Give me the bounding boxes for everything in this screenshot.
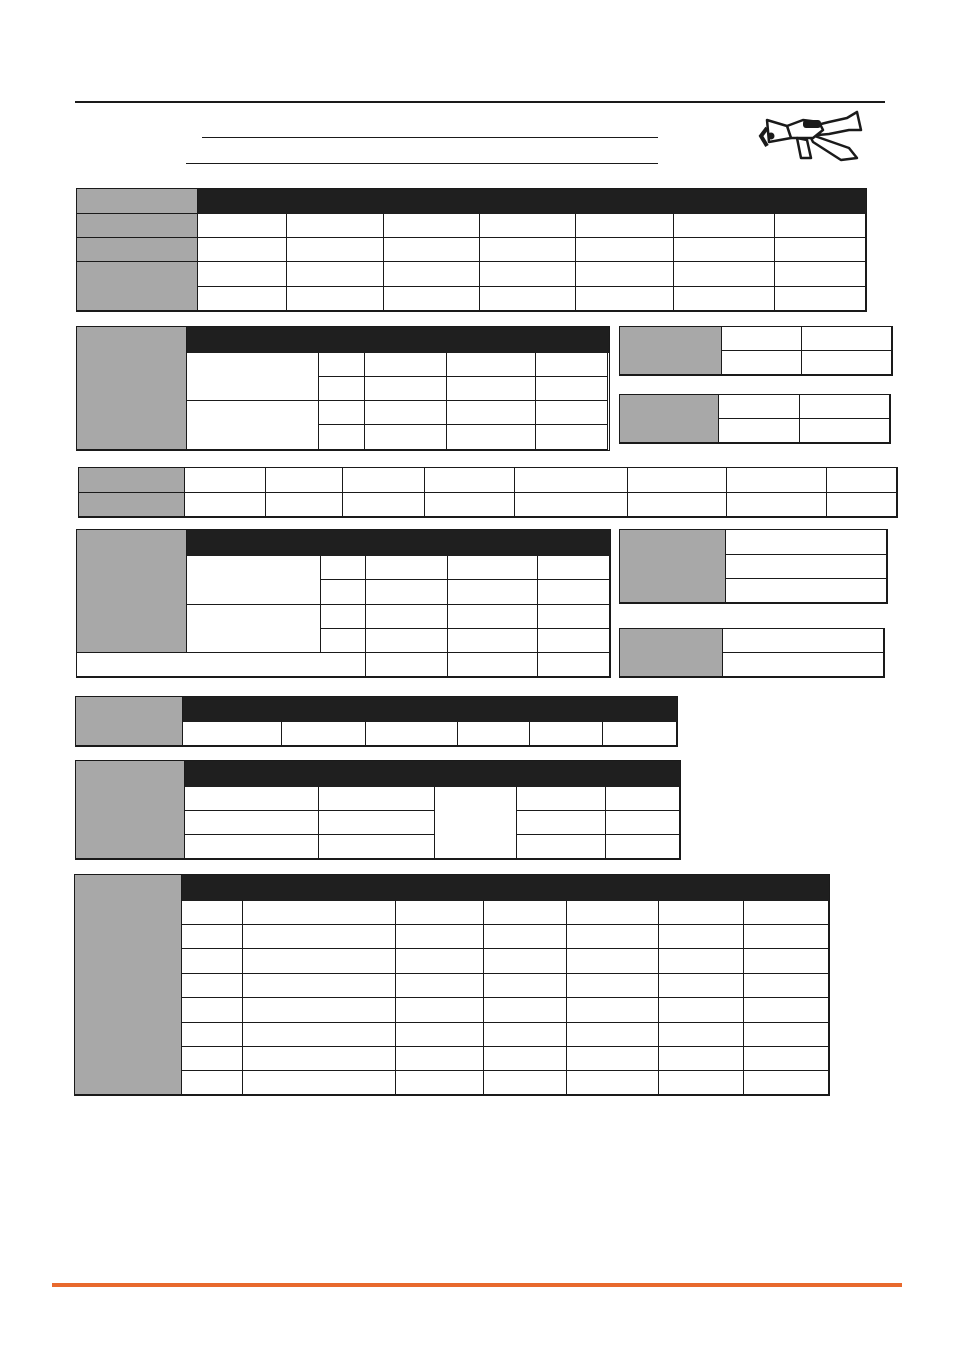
input-cell[interactable]: [384, 287, 480, 311]
row-group-label: [187, 605, 321, 653]
input-cell[interactable]: [480, 214, 576, 238]
input-cell[interactable]: [182, 1047, 243, 1071]
input-cell[interactable]: [287, 262, 384, 287]
table-label: [77, 530, 187, 653]
mixing-table: [75, 760, 681, 860]
input-cell[interactable]: [321, 580, 366, 605]
side-box-1: [619, 326, 893, 376]
input-cell[interactable]: [659, 998, 744, 1023]
input-cell[interactable]: [827, 493, 897, 517]
flight-modes-table: [74, 874, 830, 1096]
input-cell[interactable]: [447, 425, 536, 450]
input-cell[interactable]: [365, 401, 447, 425]
input-cell[interactable]: [185, 493, 266, 517]
input-cell[interactable]: [606, 787, 680, 811]
input-cell[interactable]: [744, 901, 829, 925]
input-cell[interactable]: [567, 1023, 659, 1047]
input-cell[interactable]: [659, 925, 744, 949]
input-cell[interactable]: [366, 580, 448, 605]
mid-strip-table: [78, 467, 898, 518]
input-cell[interactable]: [182, 1071, 243, 1095]
input-cell[interactable]: [448, 556, 538, 580]
input-cell[interactable]: [723, 629, 884, 653]
input-cell[interactable]: [448, 605, 538, 629]
input-cell[interactable]: [198, 214, 287, 238]
input-cell[interactable]: [321, 605, 366, 629]
input-cell[interactable]: [827, 468, 897, 493]
input-cell[interactable]: [726, 555, 887, 579]
input-cell[interactable]: [396, 925, 484, 949]
airplane-icon: [757, 108, 865, 168]
input-cell[interactable]: [266, 493, 343, 517]
side-box-3: [619, 529, 888, 604]
input-cell[interactable]: [628, 468, 727, 493]
input-cell[interactable]: [366, 722, 458, 746]
input-cell[interactable]: [480, 287, 576, 311]
table-label: [75, 875, 182, 1095]
input-cell[interactable]: [287, 238, 384, 262]
input-cell[interactable]: [576, 214, 674, 238]
input-cell[interactable]: [182, 974, 243, 998]
input-cell[interactable]: [723, 653, 884, 677]
input-cell[interactable]: [744, 1071, 829, 1095]
input-cell[interactable]: [396, 901, 484, 925]
input-cell[interactable]: [515, 493, 628, 517]
input-cell[interactable]: [538, 629, 610, 653]
input-cell[interactable]: [185, 835, 319, 859]
input-cell[interactable]: [448, 580, 538, 605]
input-cell[interactable]: [447, 353, 536, 377]
table-label: [76, 697, 183, 746]
input-cell[interactable]: [319, 811, 435, 835]
input-cell[interactable]: [447, 401, 536, 425]
side-box-2: [619, 394, 891, 444]
input-cell[interactable]: [185, 468, 266, 493]
input-cell[interactable]: [182, 925, 243, 949]
input-cell[interactable]: [606, 811, 680, 835]
input-cell[interactable]: [185, 787, 319, 811]
input-cell[interactable]: [567, 1047, 659, 1071]
input-cell[interactable]: [366, 653, 448, 677]
input-cell[interactable]: [727, 468, 827, 493]
input-cell[interactable]: [343, 468, 425, 493]
input-cell[interactable]: [536, 353, 608, 377]
input-cell[interactable]: [384, 262, 480, 287]
row-label: [77, 262, 198, 311]
input-cell[interactable]: [243, 949, 396, 974]
input-cell[interactable]: [606, 835, 680, 859]
input-cell[interactable]: [448, 629, 538, 653]
input-cell[interactable]: [538, 580, 610, 605]
input-cell[interactable]: [319, 401, 365, 425]
input-cell[interactable]: [321, 629, 366, 653]
row-group-label: [187, 401, 319, 450]
input-cell[interactable]: [517, 787, 606, 811]
input-cell[interactable]: [319, 835, 435, 859]
input-cell[interactable]: [567, 1071, 659, 1095]
input-cell[interactable]: [659, 1071, 744, 1095]
input-cell[interactable]: [319, 353, 365, 377]
input-cell[interactable]: [659, 949, 744, 974]
input-cell[interactable]: [744, 949, 829, 974]
input-cell[interactable]: [396, 1023, 484, 1047]
box-label: [620, 629, 723, 677]
input-cell[interactable]: [198, 287, 287, 311]
input-cell[interactable]: [800, 395, 890, 419]
input-cell[interactable]: [243, 925, 396, 949]
input-cell[interactable]: [365, 377, 447, 401]
input-cell[interactable]: [243, 901, 396, 925]
input-cell[interactable]: [802, 351, 892, 375]
input-cell[interactable]: [538, 653, 610, 677]
input-cell[interactable]: [366, 556, 448, 580]
input-cell[interactable]: [396, 949, 484, 974]
input-cell[interactable]: [365, 353, 447, 377]
input-cell[interactable]: [447, 377, 536, 401]
input-cell[interactable]: [576, 287, 674, 311]
row-group-label: [187, 556, 321, 605]
input-cell[interactable]: [536, 377, 608, 401]
box-label: [620, 395, 719, 443]
input-cell[interactable]: [484, 1071, 567, 1095]
input-cell[interactable]: [287, 214, 384, 238]
input-cell[interactable]: [480, 262, 576, 287]
table-header: [198, 189, 866, 214]
input-cell[interactable]: [567, 974, 659, 998]
input-cell[interactable]: [396, 974, 484, 998]
input-cell[interactable]: [674, 287, 775, 311]
single-row-table: [75, 696, 678, 747]
input-cell[interactable]: [425, 468, 515, 493]
input-cell[interactable]: [536, 401, 608, 425]
input-cell[interactable]: [719, 395, 800, 419]
input-cell[interactable]: [659, 901, 744, 925]
table-label: [76, 761, 185, 859]
box-label: [620, 327, 722, 375]
input-cell[interactable]: [243, 974, 396, 998]
input-cell[interactable]: [567, 949, 659, 974]
input-cell[interactable]: [425, 493, 515, 517]
input-cell[interactable]: [458, 722, 530, 746]
input-cell[interactable]: [396, 998, 484, 1023]
input-cell[interactable]: [775, 287, 866, 311]
input-cell[interactable]: [538, 605, 610, 629]
input-cell[interactable]: [674, 238, 775, 262]
input-cell[interactable]: [319, 377, 365, 401]
expo-table: [76, 529, 611, 678]
input-cell[interactable]: [536, 425, 608, 450]
input-cell[interactable]: [319, 787, 435, 811]
input-cell[interactable]: [484, 1047, 567, 1071]
input-cell[interactable]: [567, 925, 659, 949]
input-cell[interactable]: [744, 1023, 829, 1047]
input-cell[interactable]: [182, 998, 243, 1023]
input-cell[interactable]: [448, 653, 538, 677]
side-box-4: [619, 628, 885, 678]
input-cell[interactable]: [480, 238, 576, 262]
input-cell[interactable]: [775, 238, 866, 262]
input-cell[interactable]: [576, 262, 674, 287]
input-cell[interactable]: [282, 722, 366, 746]
summary-label: [77, 653, 366, 677]
input-cell[interactable]: [243, 998, 396, 1023]
input-cell[interactable]: [722, 327, 802, 351]
input-cell[interactable]: [659, 1023, 744, 1047]
input-cell[interactable]: [366, 605, 448, 629]
input-cell[interactable]: [243, 1071, 396, 1095]
input-cell[interactable]: [576, 238, 674, 262]
input-cell[interactable]: [659, 1047, 744, 1071]
input-cell[interactable]: [484, 925, 567, 949]
input-cell[interactable]: [674, 262, 775, 287]
input-cell[interactable]: [567, 998, 659, 1023]
input-cell[interactable]: [744, 998, 829, 1023]
input-cell[interactable]: [727, 493, 827, 517]
header-rule: [75, 101, 885, 103]
table-header: [187, 327, 609, 353]
input-cell[interactable]: [484, 1023, 567, 1047]
input-cell[interactable]: [365, 425, 447, 450]
table-header: [183, 697, 677, 722]
row-label: [79, 468, 185, 493]
input-cell[interactable]: [266, 468, 343, 493]
input-cell[interactable]: [287, 287, 384, 311]
table-header: [187, 530, 610, 556]
row-label: [77, 238, 198, 262]
input-cell[interactable]: [183, 722, 282, 746]
input-cell[interactable]: [484, 998, 567, 1023]
notes-line: [186, 163, 658, 164]
row-group-label: [187, 353, 319, 401]
input-cell[interactable]: [198, 262, 287, 287]
input-cell[interactable]: [726, 579, 887, 603]
input-cell[interactable]: [517, 835, 606, 859]
input-cell[interactable]: [484, 949, 567, 974]
merged-center-cell: [435, 787, 517, 859]
input-cell[interactable]: [722, 351, 802, 375]
footer-rule: [52, 1283, 902, 1287]
input-cell[interactable]: [198, 238, 287, 262]
input-cell[interactable]: [726, 530, 887, 555]
input-cell[interactable]: [538, 556, 610, 580]
input-cell[interactable]: [802, 327, 892, 351]
channel-setup-table: [76, 188, 867, 312]
input-cell[interactable]: [515, 468, 628, 493]
input-cell[interactable]: [343, 493, 425, 517]
input-cell[interactable]: [744, 925, 829, 949]
box-label: [620, 530, 726, 603]
dual-rates-table: [76, 326, 610, 451]
table-label: [77, 327, 187, 450]
input-cell[interactable]: [603, 722, 677, 746]
input-cell[interactable]: [243, 1023, 396, 1047]
input-cell[interactable]: [674, 214, 775, 238]
input-cell[interactable]: [775, 262, 866, 287]
input-cell[interactable]: [484, 901, 567, 925]
table-header: [182, 875, 829, 901]
input-cell[interactable]: [517, 811, 606, 835]
input-cell[interactable]: [775, 214, 866, 238]
table-label: [77, 189, 198, 214]
input-cell[interactable]: [182, 949, 243, 974]
row-label: [77, 214, 198, 238]
input-cell[interactable]: [396, 1071, 484, 1095]
input-cell[interactable]: [628, 493, 727, 517]
input-cell[interactable]: [484, 974, 567, 998]
input-cell[interactable]: [396, 1047, 484, 1071]
input-cell[interactable]: [530, 722, 603, 746]
input-cell[interactable]: [744, 974, 829, 998]
input-cell[interactable]: [243, 1047, 396, 1071]
input-cell[interactable]: [366, 629, 448, 653]
input-cell[interactable]: [321, 556, 366, 580]
input-cell[interactable]: [384, 238, 480, 262]
model-name-line: [202, 137, 658, 138]
table-header: [185, 761, 680, 787]
input-cell[interactable]: [567, 901, 659, 925]
input-cell[interactable]: [719, 419, 800, 443]
input-cell[interactable]: [384, 214, 480, 238]
input-cell[interactable]: [744, 1047, 829, 1071]
input-cell[interactable]: [182, 1023, 243, 1047]
input-cell[interactable]: [182, 901, 243, 925]
input-cell[interactable]: [659, 974, 744, 998]
input-cell[interactable]: [185, 811, 319, 835]
row-label: [79, 493, 185, 517]
input-cell[interactable]: [319, 425, 365, 450]
input-cell[interactable]: [800, 419, 890, 443]
